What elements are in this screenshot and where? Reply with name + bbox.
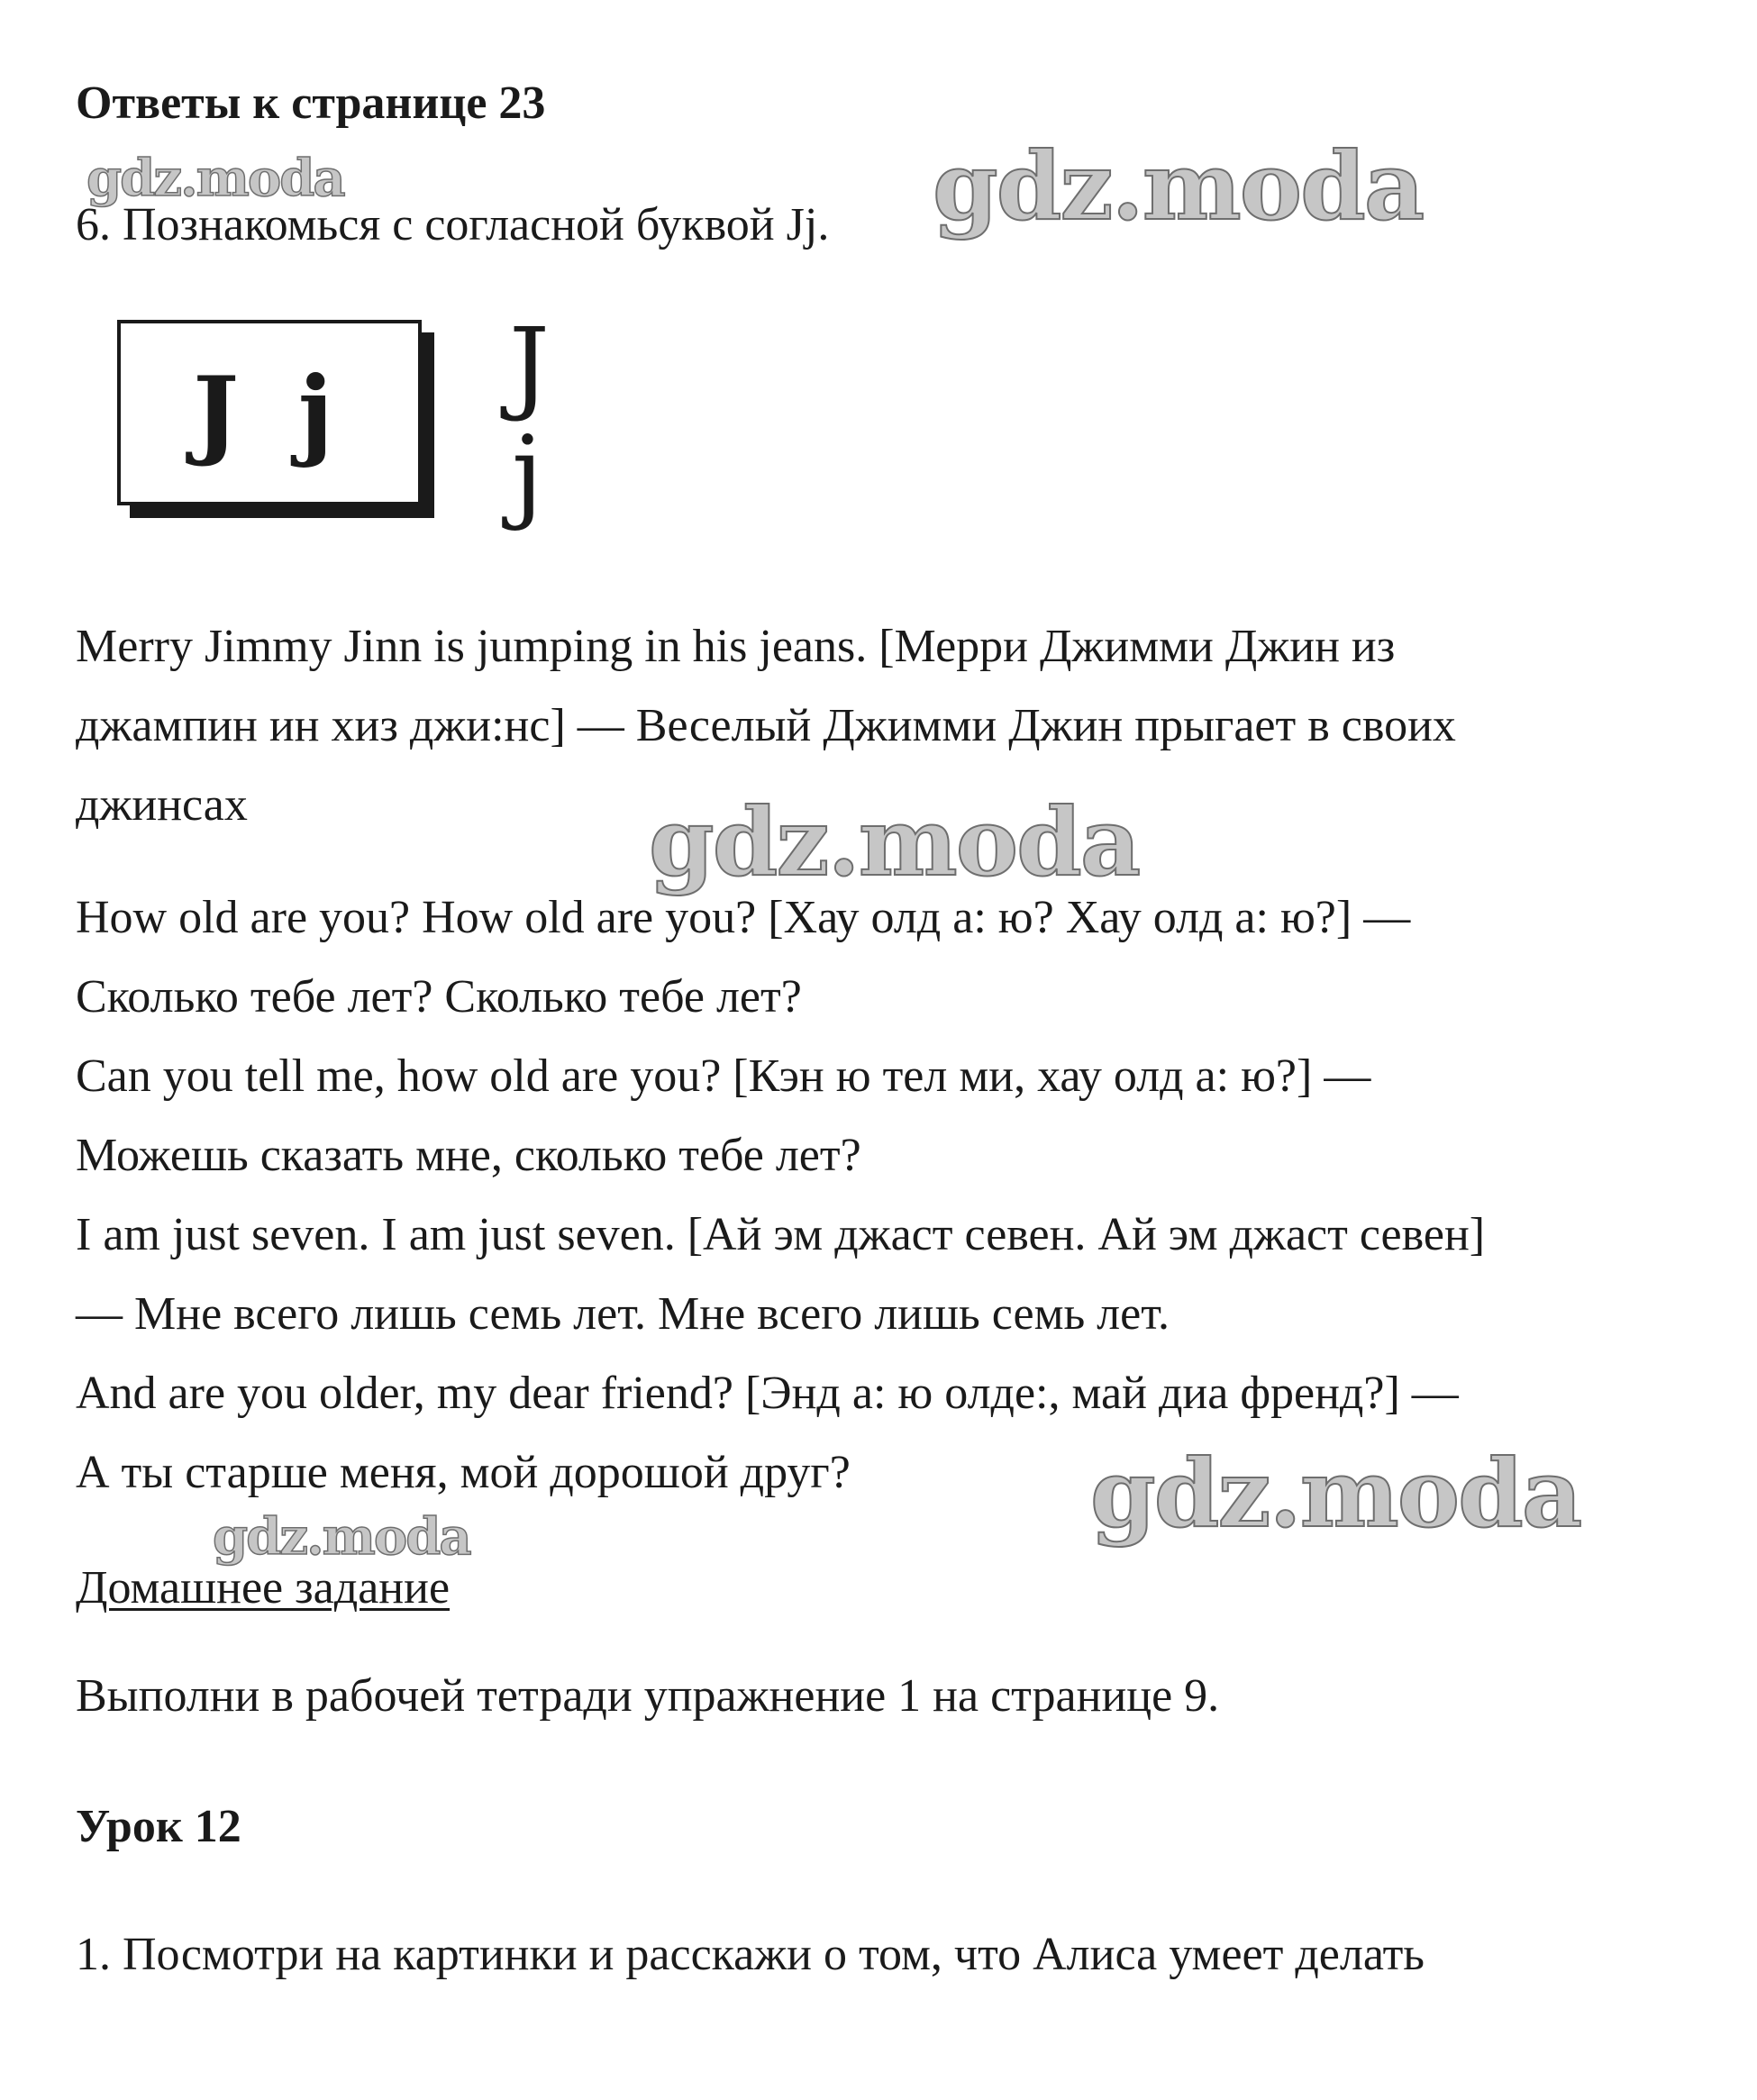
page-title: Ответы к странице 23 [76, 77, 546, 129]
text-line-10: And are you older, my dear friend? [Энд а: ю олде:, май диа френд?] — [76, 1368, 1459, 1419]
text-line-11: А ты старше меня, мой дорошой друг? [76, 1447, 851, 1498]
card-letters: J j [193, 356, 346, 469]
script-letter-lower: j [512, 415, 543, 532]
text-line-7: Можешь сказать мне, сколько тебе лет? [76, 1130, 861, 1181]
watermark-logo-1: gdz.moda [86, 149, 344, 208]
lesson-title: Урок 12 [76, 1801, 241, 1852]
text-line-6: Can you tell me, how old are you? [Кэн ю тел ми, хау олд а: ю?] — [76, 1050, 1371, 1102]
text-line-1: Merry Jimmy Jinn is jumping in his jeans. [Мерри Джимми Джин из [76, 621, 1396, 672]
letter-card [117, 320, 422, 505]
text-line-4: How old are you? How old are you? [Хау олд а: ю? Хау олд а: ю?] — [76, 892, 1411, 943]
watermark-logo-4: gdz.moda [1090, 1438, 1581, 1549]
lesson-task-1: 1. Посмотри на картинки и расскажи о том, что Алиса умеет делать [76, 1929, 1425, 1980]
script-letter-upper: J [509, 307, 550, 424]
text-line-9: — Мне всего лишь семь лет. Мне всего лишь семь лет. [76, 1288, 1170, 1340]
text-line-2: джампин ин хиз джи:нс] — Веселый Джимми Джин прыгает в своих [76, 700, 1456, 751]
homework-title: Домашнее задание [76, 1562, 451, 1614]
homework-text: Выполни в рабочей тетради упражнение 1 на странице 9. [76, 1670, 1220, 1722]
text-line-3: джинсах [76, 779, 248, 831]
text-line-8: I am just seven. I am just seven. [Ай эм джаст севен. Ай эм джаст севен] [76, 1209, 1486, 1260]
watermark-logo-5: gdz.moda [213, 1507, 470, 1567]
watermark-logo-3: gdz.moda [649, 786, 1140, 897]
watermark-logo-2: gdz.moda [933, 131, 1424, 241]
text-line-5: Сколько тебе лет? Сколько тебе лет? [76, 971, 802, 1023]
exercise-6-heading: 6. Познакомься с согласной буквой Jj. [76, 199, 830, 250]
